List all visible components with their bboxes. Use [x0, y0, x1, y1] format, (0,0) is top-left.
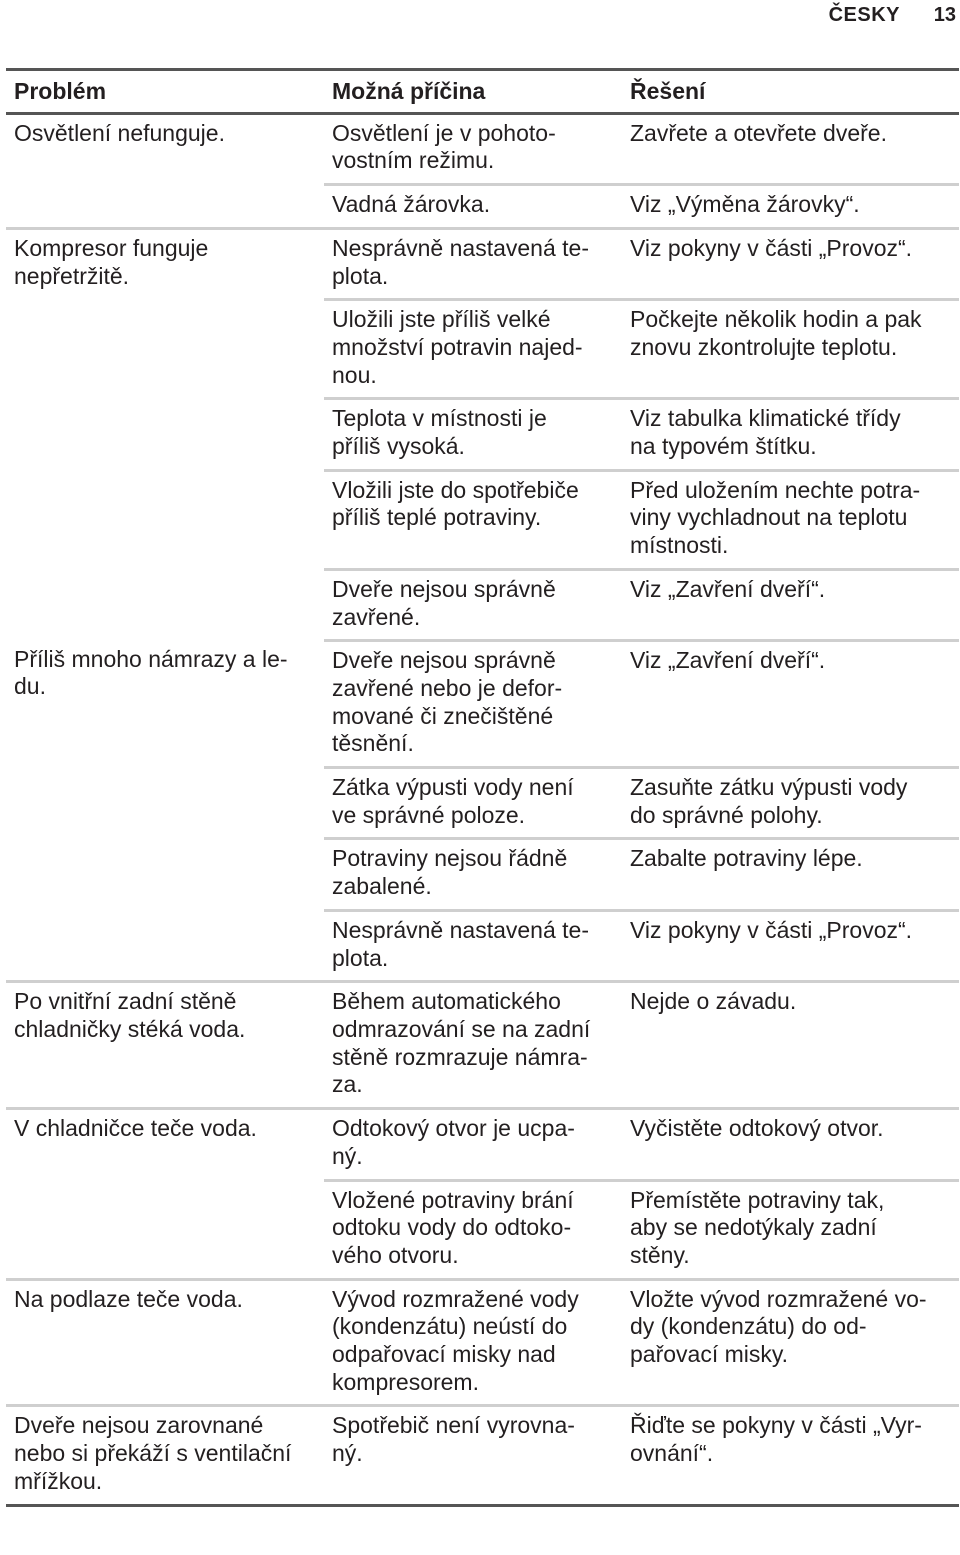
table-row [6, 768, 959, 839]
table-row [6, 300, 959, 399]
solution-cell: Před uložením nechte potra- viny vychladnout na teplotu místnosti. [622, 470, 959, 569]
solution-cell: Řiďte se pokyny v části „Vyr- ovnání“. [622, 1406, 959, 1505]
table-row [6, 470, 959, 569]
solution-cell: Zasuňte zátku výpusti vody do správné polohy. [622, 768, 959, 839]
solution-cell: Přemístěte potraviny tak, aby se nedotýkaly zadní stěny. [622, 1180, 959, 1279]
column-header-cause: Možná příčina [324, 70, 622, 114]
table-row [6, 839, 959, 910]
solution-cell: Nejde o závadu. [622, 982, 959, 1109]
table-row [6, 910, 959, 981]
problem-cell [6, 839, 324, 910]
cause-cell: Uložili jste příliš velké množství potravin najed- nou. [324, 300, 622, 399]
cause-cell: Dveře nejsou správně zavřené nebo je defor- mované či znečištěné těsnění. [324, 641, 622, 768]
page-number: 13 [933, 4, 956, 26]
page-header [0, 4, 960, 28]
cause-cell: Odtokový otvor je ucpa- ný. [324, 1109, 622, 1180]
cause-cell: Spotřebič není vyrovna- ný. [324, 1406, 622, 1505]
problem-cell [6, 910, 324, 981]
solution-cell: Vyčistěte odtokový otvor. [622, 1109, 959, 1180]
problem-cell [6, 768, 324, 839]
problem-cell [6, 399, 324, 470]
cause-cell: Vývod rozmražené vody (kondenzátu) neústí do odpařovací misky nad kompresorem. [324, 1279, 622, 1406]
table-row [6, 228, 959, 299]
solution-cell: Viz tabulka klimatické třídy na typovém štítku. [622, 399, 959, 470]
solution-cell: Viz „Zavření dveří“. [622, 641, 959, 768]
solution-cell: Vložte vývod rozmražené vo- dy (kondenzátu) do od- pařovací misky. [622, 1279, 959, 1406]
solution-cell: Zavřete a otevřete dveře. [622, 113, 959, 184]
problem-cell: V chladničce teče voda. [14, 1115, 257, 1142]
problem-cell: Příliš mnoho námrazy a le- du. [14, 645, 288, 700]
cause-cell: Během automatického odmrazování se na zadní stěně rozmrazuje námra- za. [324, 982, 622, 1109]
solution-cell: Viz „Zavření dveří“. [622, 569, 959, 640]
problem-cell: Na podlaze teče voda. [6, 1279, 324, 1406]
problem-cell: Po vnitřní zadní stěně chladničky stéká voda. [6, 982, 324, 1109]
cause-cell: Nesprávně nastavená te- plota. [324, 228, 622, 299]
problem-cell [6, 470, 324, 569]
solution-cell: Viz pokyny v části „Provoz“. [622, 910, 959, 981]
language-label: ČESKY [828, 4, 900, 26]
table-row [6, 113, 959, 184]
table-header-row [6, 70, 959, 114]
cause-cell: Vložili jste do spotřebiče příliš teplé potraviny. [324, 470, 622, 569]
solution-cell: Viz pokyny v části „Provoz“. [622, 228, 959, 299]
problem-cell: Osvětlení nefunguje. [14, 119, 225, 146]
problem-cell: Kompresor funguje nepřetržitě. [14, 234, 209, 289]
problem-cell [6, 300, 324, 399]
cause-cell: Zátka výpusti vody není ve správné poloze. [324, 768, 622, 839]
table-row [6, 1279, 959, 1406]
troubleshooting-table [6, 68, 959, 1507]
column-header-solution: Řešení [622, 70, 959, 114]
table-row [6, 1406, 959, 1505]
table-row [6, 185, 959, 229]
cause-cell: Potraviny nejsou řádně zabalené. [324, 839, 622, 910]
solution-cell: Viz „Výměna žárovky“. [622, 185, 959, 229]
table-row [6, 1180, 959, 1279]
cause-cell: Vložené potraviny brání odtoku vody do odtoko- vého otvoru. [324, 1180, 622, 1279]
cause-cell: Osvětlení je v pohoto- vostním režimu. [324, 113, 622, 184]
problem-cell [6, 569, 324, 640]
cause-cell: Nesprávně nastavená te- plota. [324, 910, 622, 981]
table-row [6, 569, 959, 640]
cause-cell: Dveře nejsou správně zavřené. [324, 569, 622, 640]
solution-cell: Zabalte potraviny lépe. [622, 839, 959, 910]
problem-cell [6, 1180, 324, 1279]
cause-cell: Vadná žárovka. [324, 185, 622, 229]
problem-cell [6, 185, 324, 229]
table-row [6, 641, 959, 768]
solution-cell: Počkejte několik hodin a pak znovu zkontrolujte teplotu. [622, 300, 959, 399]
cause-cell: Teplota v místnosti je příliš vysoká. [324, 399, 622, 470]
problem-cell: Dveře nejsou zarovnané nebo si překáží s ventilační mřížkou. [6, 1406, 324, 1505]
table-row [6, 399, 959, 470]
table-row [6, 1109, 959, 1180]
column-header-problem: Problém [6, 70, 324, 114]
table-row [6, 982, 959, 1109]
